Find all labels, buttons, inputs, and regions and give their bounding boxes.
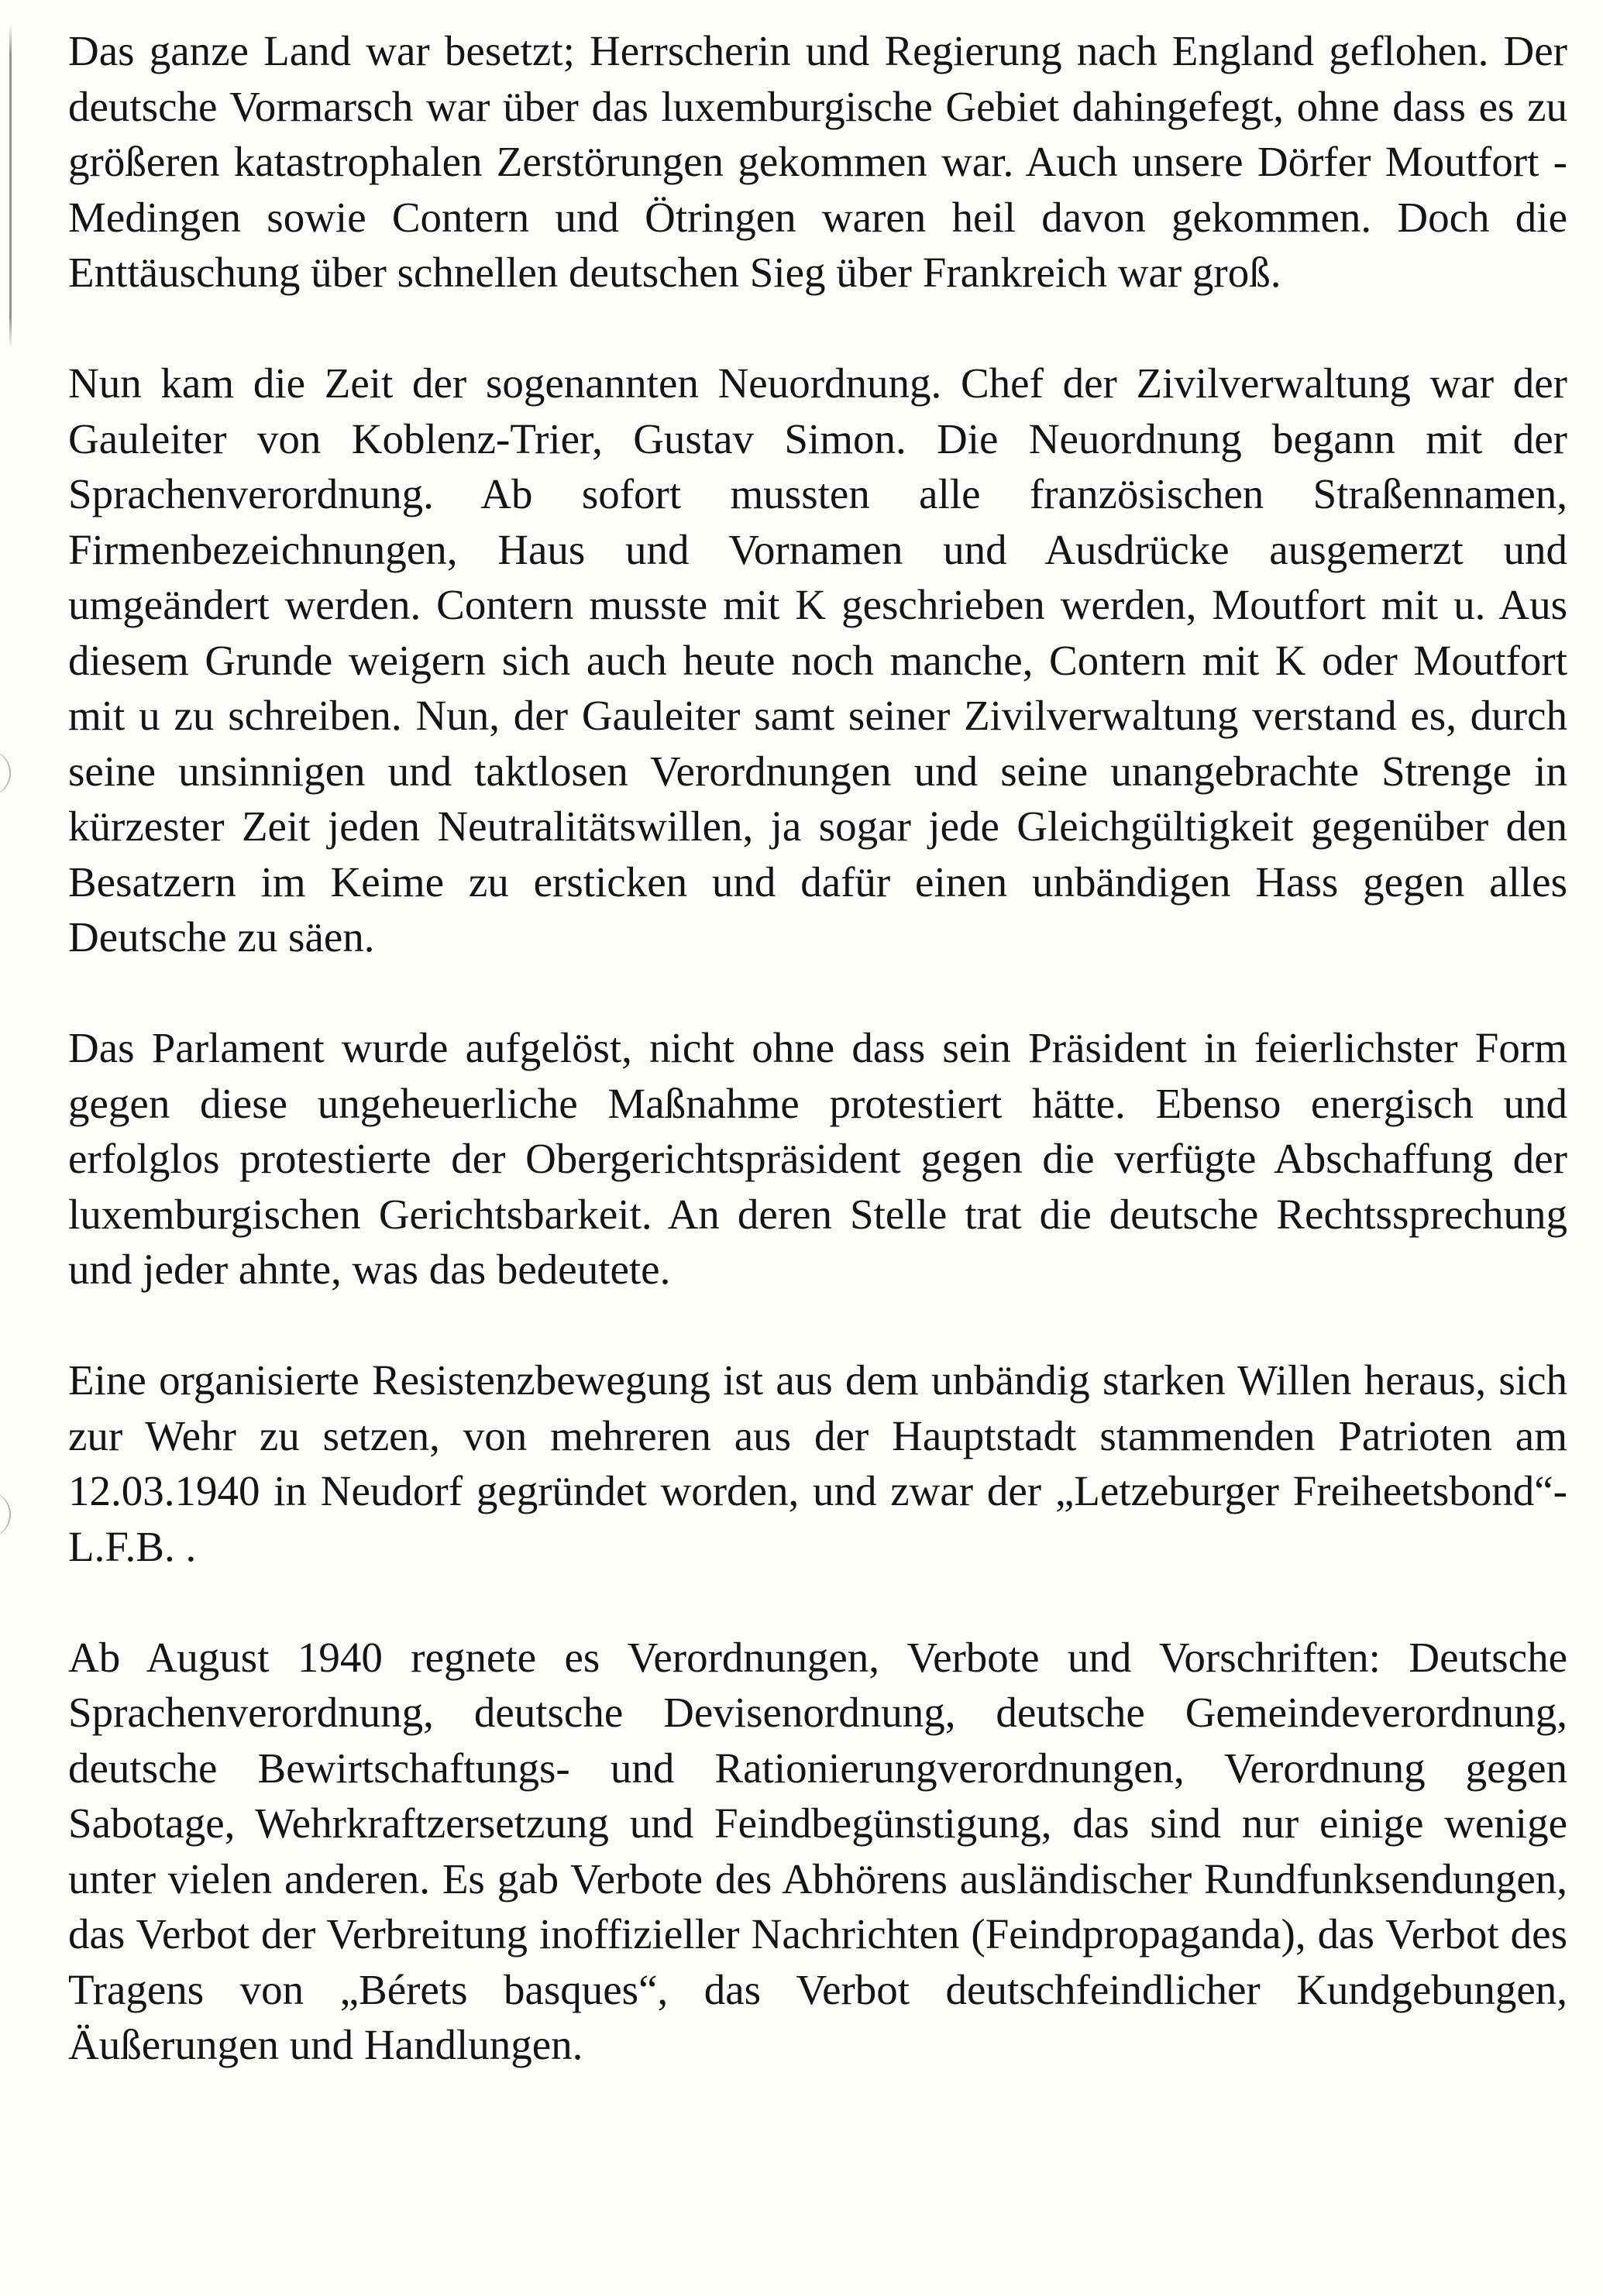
paragraph-occupation: Das ganze Land war besetzt; Herrscherin und Regierung nach England geflohen. Der deutsche Vormarsch war über das luxemburgische Gebiet dahingefegt, ohne dass es zu größeren katastrophalen Zerstörungen gekommen war. Auch unsere Dörfer Moutfort - Medingen sowie Contern und Ötringen waren heil davon gekommen. Doch die Enttäuschung über schnellen deutschen Sieg über Frankreich war groß. — [68, 27, 1567, 296]
punch-hole-mark — [0, 1491, 11, 1538]
paragraph-resistenz: Eine organisierte Resistenzbewegung ist aus dem unbändig starken Willen heraus, sich zur Wehr zu setzen, von mehreren aus der Hauptstadt stammenden Patrioten am 12.03.1940 in Neudorf gegründet worden, und zwar der „Letzeburger Freiheetsbond“-L.F.B. . — [68, 1356, 1567, 1570]
paragraph-parlament: Das Parlament wurde aufgelöst, nicht ohne dass sein Präsident in feierlichster Form gegen diese ungeheuerliche Maßnahme protestiert hätte. Ebenso energisch und erfolglos protestierte der Obergerichtspräsident gegen die verfügte Abschaffung der luxemburgischen Gerichtsbarkeit. An deren Stelle trat die deutsche Rechtssprechung und jeder ahnte, was das bedeutete. — [68, 1024, 1567, 1293]
document-body — [68, 23, 1567, 2073]
punch-hole-mark — [0, 750, 11, 796]
paragraph-verordnungen: Ab August 1940 regnete es Verordnungen, Verbote und Vorschriften: Deutsche Sprachenverordnung, deutsche Devisenordnung, deutsche Gemeindeverordnung, deutsche Bewirtschaftungs- und Rationierungverordnungen, Verordnung gegen Sabotage, Wehrkraftzersetzung und Feindbegünstigung, das sind nur einige wenige unter vielen anderen. Es gab Verbote des Abhörens ausländischer Rundfunksendungen, das Verbot der Verbreitung inoffizieller Nachrichten (Feindpropaganda), das Verbot des Tragens von „Bérets basques“, das Verbot deutschfeindlicher Kundgebungen, Äußerungen und Handlungen. — [68, 1633, 1567, 2068]
scan-margin-line — [9, 23, 12, 349]
paragraph-neuordnung: Nun kam die Zeit der sogenannten Neuordnung. Chef der Zivilverwaltung war der Gauleiter von Koblenz-Trier, Gustav Simon. Die Neuordnung begann mit der Sprachenverordnung. Ab sofort mussten alle französischen Straßennamen, Firmenbezeichnungen, Haus und Vornamen und Ausdrücke ausgemerzt und umgeändert werden. Contern musste mit K geschrieben werden, Moutfort mit u. Aus diesem Grunde weigern sich auch heute noch manche, Contern mit K oder Moutfort mit u zu schreiben. Nun, der Gauleiter samt seiner Zivilverwaltung verstand es, durch seine unsinnigen und taktlosen Verordnungen und seine unangebrachte Strenge in kürzester Zeit jeden Neutralitätswillen, ja sogar jede Gleichgültigkeit gegenüber den Besatzern im Keime zu ersticken und dafür einen unbändigen Hass gegen alles Deutsche zu säen. — [68, 359, 1567, 961]
